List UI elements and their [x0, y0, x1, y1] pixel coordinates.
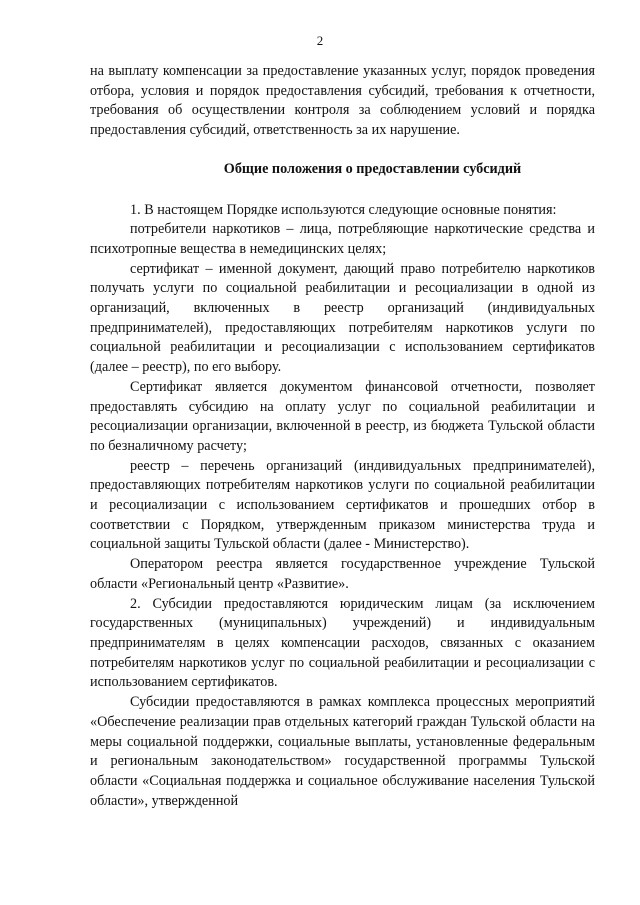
paragraph-subsidies-program: Субсидии предоставляются в рамках комплекса процессных мероприятий «Обеспечение реализации прав отдельных категорий граждан Тульской области на меры социальной поддержки, социальные выплаты, установленные федеральным и региональным законодательством» государственной программы Тульской области «Социальная поддержка и социальное обслуживание населения Тульской области», утвержденной — [90, 694, 595, 809]
document-body — [90, 62, 595, 811]
paragraph-consumers-definition: потребители наркотиков – лица, потребляющие наркотические средства и психотропные вещества в немедицинских целях; — [90, 221, 595, 257]
page-number: 2 — [316, 33, 324, 48]
paragraph-registry-definition: реестр – перечень организаций (индивидуальных предпринимателей), предоставляющих потребителям наркотиков услуги по социальной реабилитации и ресоциализации с использованием сертификатов и прошедших отбор в соответствии с Порядком, утвержденным приказом министерства труда и социальной защиты Тульской области (далее - Министерство). — [90, 457, 595, 553]
paragraph-certificate-financial: Сертификат является документом финансовой отчетности, позволяет предоставлять субсидию на оплату услуг по социальной реабилитации и ресоциализации организации, включенной в реестр, из бюджета Тульской области по безналичному расчету; — [90, 378, 595, 454]
paragraph-registry-operator: Оператором реестра является государственное учреждение Тульской области «Региональный центр «Развитие». — [90, 556, 595, 592]
section-heading: Общие положения о предоставлении субсидий — [223, 160, 522, 177]
intro-paragraph: на выплату компенсации за предоставление указанных услуг, порядок проведения отбора, условия и порядок предоставления субсидий, требования к отчетности, требования об осуществлении контроля за соблюдением условий и порядка предоставления субсидий, ответственность за их нарушение. — [90, 63, 595, 139]
paragraph-certificate-definition: сертификат – именной документ, дающий право потребителю наркотиков получать услуги по социальной реабилитации и ресоциализации в одной из организаций, включенных в реестр организаций (индивидуальных предпринимателей), предоставляющих потребителям наркотиков услуги по социальной реабилитации и ресоциализации с использованием сертификатов (далее – реестр), по его выбору. — [90, 260, 595, 376]
paragraph-subsidies-recipients: 2. Субсидии предоставляются юридическим лицам (за исключением государственных (муниципальных) учреждений) и индивидуальным предпринимателям в целях компенсации расходов, связанных с оказанием потребителям наркотиков услуг по социальной реабилитации и ресоциализации с использованием сертификатов. — [90, 595, 595, 691]
paragraph-definitions-intro: 1. В настоящем Порядке используются следующие основные понятия: — [130, 201, 557, 218]
